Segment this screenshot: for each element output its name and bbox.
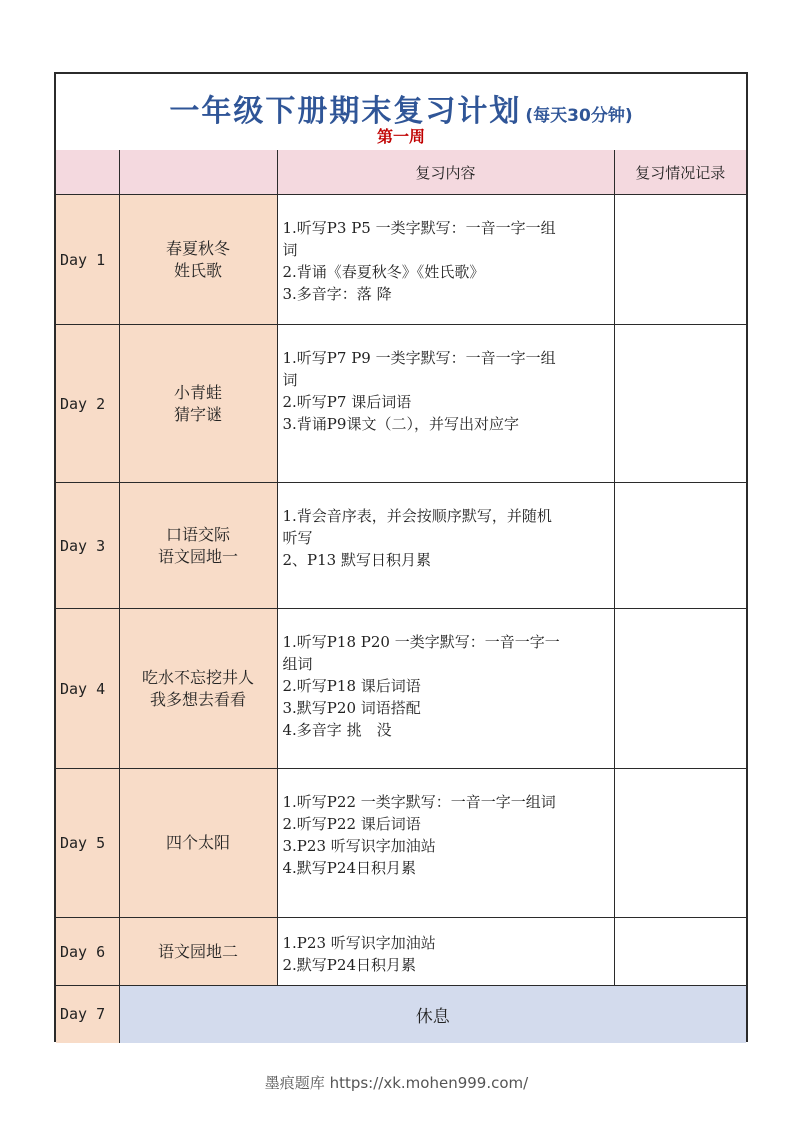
header-record: 复习情况记录 [614, 150, 746, 195]
content-line: 2、P13 默写日积月累 [282, 551, 431, 569]
content-line: 2.听写P22 课后词语 [282, 815, 421, 833]
lesson-cell [119, 769, 277, 918]
table-row-day2 [56, 325, 746, 483]
day-label: Day 5 [56, 769, 119, 918]
content-line: 2.听写P18 课后词语 [282, 677, 421, 695]
record-cell[interactable] [614, 195, 746, 325]
content-line: 2.听写P7 课后词语 [282, 393, 412, 411]
lesson-name: 我多想去看看 [149, 689, 246, 709]
table-row-day6 [56, 918, 746, 986]
content-line: 词 [282, 371, 298, 389]
lesson-cell [119, 483, 277, 609]
lesson-name: 口语交际 [165, 524, 230, 544]
content-line: 1.P23 听写识字加油站 [282, 934, 436, 952]
content-cell [277, 918, 614, 986]
lesson-name: 春夏秋冬 [165, 238, 230, 258]
week-label: 第一周 [376, 127, 425, 146]
rest-cell: 休息 [119, 986, 746, 1043]
content-line: 1.听写P22 一类字默写：一音一字一组词 [282, 793, 556, 811]
page-subtitle: (每天30分钟) [525, 106, 633, 126]
footer-watermark: 墨痕题库 https://xk.mohen999.com/ [264, 1074, 529, 1092]
lesson-cell [119, 195, 277, 325]
day-label: Day 4 [56, 609, 119, 769]
content-line: 4.多音字 挑 没 [282, 721, 392, 739]
content-line: 3.背诵P9课文（二），并写出对应字 [282, 415, 519, 433]
content-line: 组词 [282, 655, 313, 673]
header-content: 复习内容 [277, 150, 614, 195]
content-line: 1.听写P18 P20 一类字默写：一音一字一 [282, 633, 560, 651]
review-plan-sheet [54, 72, 748, 1042]
lesson-name: 吃水不忘挖井人 [141, 667, 254, 687]
content-cell [277, 483, 614, 609]
content-line: 4.默写P24日积月累 [282, 859, 416, 877]
day-label: Day 1 [56, 195, 119, 325]
title-area [56, 74, 746, 151]
record-cell[interactable] [614, 325, 746, 483]
table-header-row [56, 150, 746, 195]
record-cell[interactable] [614, 483, 746, 609]
lesson-name: 四个太阳 [165, 833, 230, 852]
record-cell[interactable] [614, 609, 746, 769]
lesson-name: 语文园地一 [157, 546, 238, 566]
review-plan-table [56, 150, 746, 1043]
content-cell [277, 325, 614, 483]
header-lesson [119, 150, 277, 195]
table-row-day1 [56, 195, 746, 325]
table-row-day4 [56, 609, 746, 769]
content-line: 听写 [282, 529, 313, 547]
lesson-cell [119, 325, 277, 483]
content-line: 1.听写P7 P9 一类字默写：一音一字一组 [282, 349, 556, 367]
day-label: Day 3 [56, 483, 119, 609]
day-label: Day 6 [56, 918, 119, 986]
table-row-day7 [56, 986, 746, 1043]
content-cell [277, 769, 614, 918]
content-line: 1.听写P3 P5 一类字默写：一音一字一组 [282, 219, 556, 237]
content-line: 2.默写P24日积月累 [282, 956, 416, 974]
content-line: 3.P23 听写识字加油站 [282, 837, 436, 855]
content-line: 1.背会音序表，并会按顺序默写，并随机 [282, 507, 552, 525]
table-row-day5 [56, 769, 746, 918]
page-title: 一年级下册期末复习计划 [169, 94, 522, 129]
lesson-name: 猜字谜 [173, 404, 222, 424]
table-row-day3 [56, 483, 746, 609]
content-line: 词 [282, 241, 298, 259]
content-line: 2.背诵《春夏秋冬》《姓氏歌》 [282, 263, 485, 281]
lesson-cell [119, 609, 277, 769]
content-line: 3.默写P20 词语搭配 [282, 699, 421, 717]
lesson-name: 姓氏歌 [173, 260, 222, 280]
record-cell[interactable] [614, 769, 746, 918]
header-day [56, 150, 119, 195]
lesson-name: 语文园地二 [157, 941, 238, 961]
content-cell [277, 609, 614, 769]
content-cell [277, 195, 614, 325]
record-cell[interactable] [614, 918, 746, 986]
lesson-cell [119, 918, 277, 986]
content-line: 3.多音字：落 降 [282, 285, 392, 303]
day-label: Day 7 [56, 986, 119, 1043]
day-label: Day 2 [56, 325, 119, 483]
lesson-name: 小青蛙 [173, 382, 222, 402]
